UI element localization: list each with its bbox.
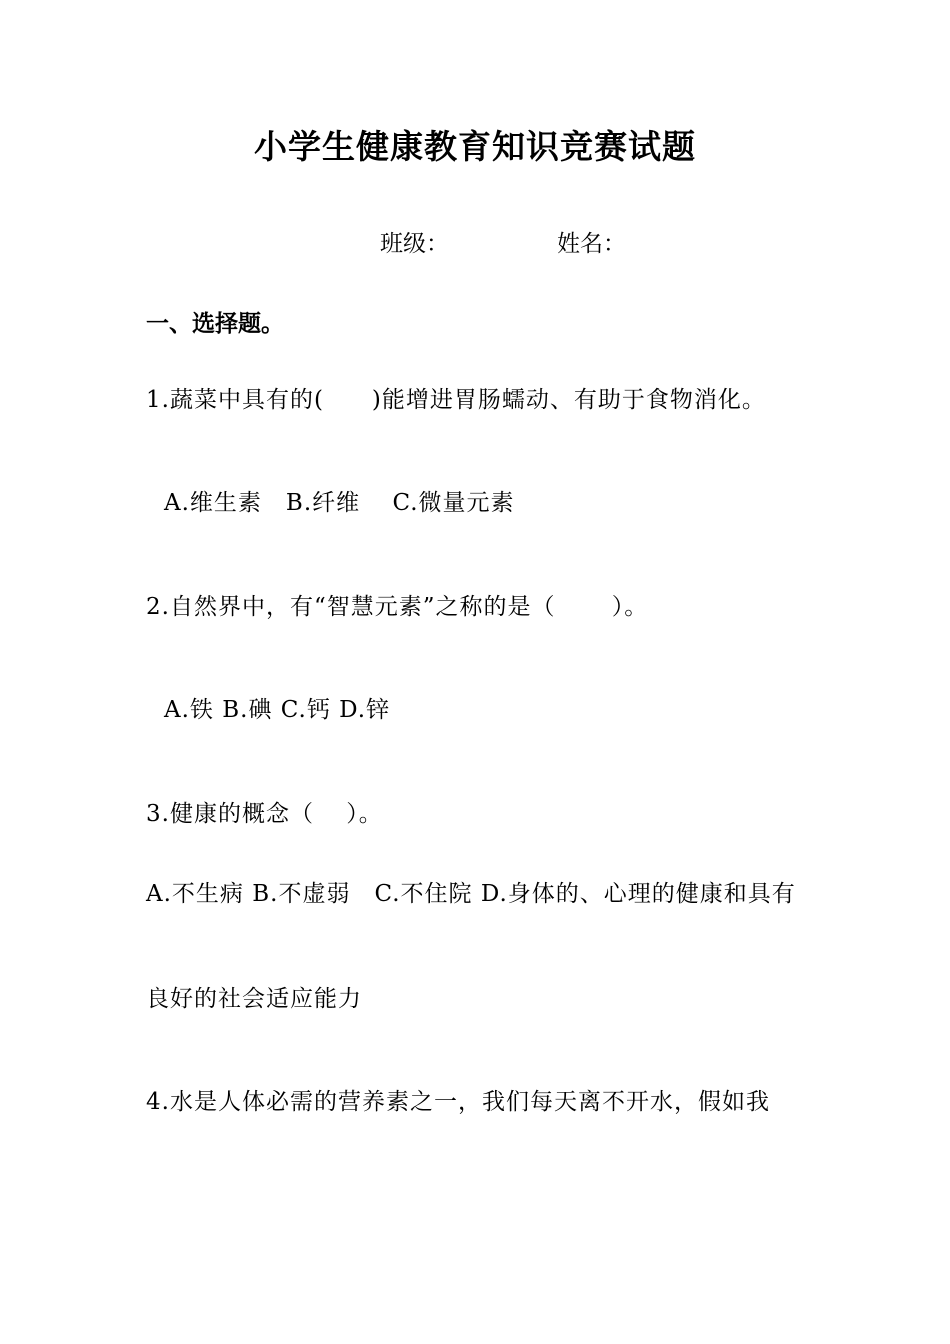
question-1: 1.蔬菜中具有的( )能增进胃肠蠕动、有助于食物消化。 bbox=[146, 387, 766, 413]
section-heading: 一、选择题。 bbox=[146, 311, 284, 337]
page-title: 小学生健康教育知识竞赛试题 bbox=[254, 127, 696, 166]
name-label: 姓名： bbox=[557, 231, 626, 257]
question-3-options: A.不生病 B.不虚弱 C.不住院 D.身体的、心理的健康和具有 bbox=[146, 881, 796, 907]
question-2-options: A.铁 B.碘 C.钙 D.锌 bbox=[164, 697, 391, 723]
question-2: 2.自然界中，有“智慧元素”之称的是（ ）。 bbox=[146, 594, 649, 620]
question-3-options-continued: 良好的社会适应能力 bbox=[146, 986, 362, 1012]
question-4: 4.水是人体必需的营养素之一，我们每天离不开水，假如我 bbox=[146, 1089, 770, 1115]
class-label: 班级： bbox=[380, 231, 449, 257]
question-1-options: A.维生素 B.纤维 C.微量元素 bbox=[164, 490, 515, 516]
question-3: 3.健康的概念（ ）。 bbox=[146, 801, 383, 827]
